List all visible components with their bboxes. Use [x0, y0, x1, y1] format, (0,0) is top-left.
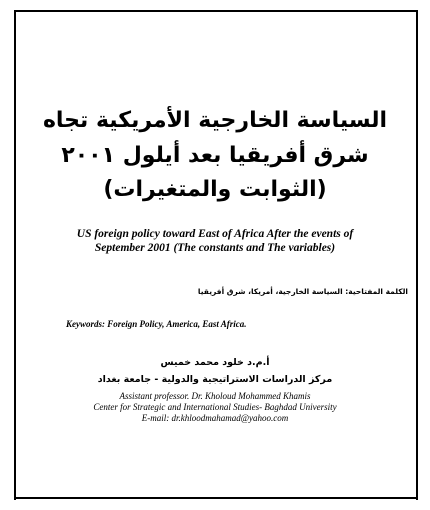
frame-bottom-line — [14, 497, 418, 499]
arabic-title-line-3: (الثوابت والمتغيرات) — [103, 177, 327, 202]
english-author-block — [30, 391, 400, 424]
english-title — [30, 227, 400, 255]
author-title: Assistant professor. Dr. Kholoud Mohammed Khamis — [119, 391, 311, 401]
english-title-line-2: September 2001 (The constants and The variables) — [94, 242, 336, 254]
english-keywords: Keywords: Foreign Policy, America, East Africa. — [66, 319, 247, 329]
frame-left-line — [14, 10, 16, 500]
arabic-keywords: الكلمة المفتاحية: السياسة الخارجية، أمريكا، شرق أفريقيا — [197, 287, 408, 296]
english-title-line-1: US foreign policy toward East of Africa After the events of — [76, 228, 354, 240]
arabic-title — [30, 108, 400, 203]
author-center: Center for Strategic and International Studies- Baghdad University — [93, 402, 337, 412]
author-email: E-mail: dr.khloodmahamad@yahoo.com — [141, 413, 289, 423]
arabic-author-name: أ.م.د خلود محمد خميس — [160, 357, 270, 368]
arabic-title-line-1: السياسة الخارجية الأمريكية تجاه — [42, 108, 388, 133]
frame-top-line — [14, 10, 418, 12]
arabic-author-block — [30, 356, 400, 386]
frame-right-line — [416, 10, 418, 500]
arabic-author-affiliation: مركز الدراسات الاستراتيجية والدولية - جامعة بغداد — [97, 374, 333, 385]
arabic-title-line-2: شرق أفريقيا بعد أيلول ٢٠٠١ — [61, 143, 369, 168]
